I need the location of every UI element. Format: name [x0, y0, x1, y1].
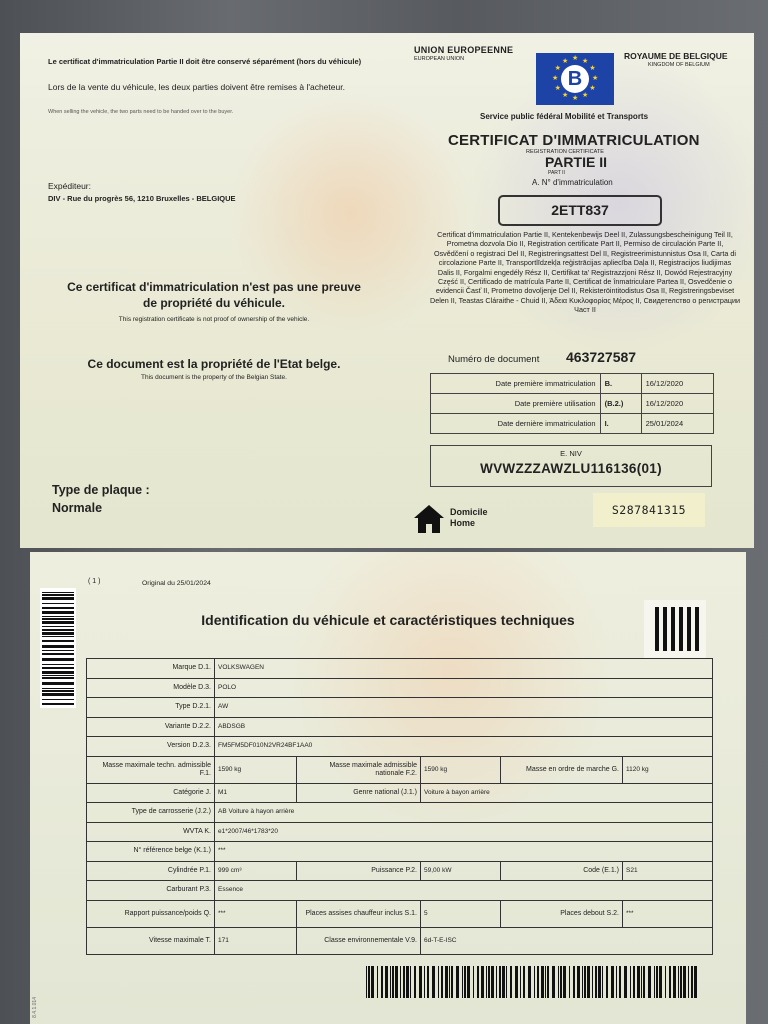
plate-type-label: Type de plaque : [52, 483, 150, 497]
plate-type-value: Normale [52, 501, 103, 515]
registration-number-label: A. N° d'immatriculation [532, 178, 613, 187]
home-text: Home [450, 518, 476, 528]
table-row [431, 394, 714, 414]
part-label-en: PART II [548, 170, 565, 176]
classe-value: 6d-T-E-ISC [421, 927, 713, 954]
eu-star-icon: ★ [552, 75, 559, 82]
rapport-value: *** [215, 900, 297, 927]
date-value: 25/01/2024 [641, 414, 713, 434]
reference-label: N° référence belge (K.1.) [87, 842, 215, 862]
sale-warning-en: When selling the vehicle, the two parts need to be handed over to the buyer. [48, 109, 234, 115]
code-label: Code (E.1.) [501, 861, 623, 881]
masse-nat-label: Masse maximale admissible nationale F.2. [297, 756, 421, 783]
plate-type [52, 481, 150, 517]
vin-number: WVWZZZAWZLU116136(01) [480, 461, 662, 476]
domicile-label [450, 507, 488, 529]
barcode-vertical [40, 588, 76, 708]
not-proof-notice-en: This registration certificate is not proof of ownership of the vehicle. [118, 316, 310, 323]
table-row [87, 900, 713, 927]
wvta-label: WVTA K. [87, 822, 215, 842]
table-row [87, 842, 713, 862]
part-label: PARTIE II [545, 154, 607, 170]
table-row [87, 783, 713, 803]
variante-label: Variante D.2.2. [87, 717, 215, 737]
classe-label: Classe environnementale V.9. [297, 927, 421, 954]
marque-value: VOLKSWAGEN [215, 659, 713, 679]
form-code: 8.4.1.014 [32, 997, 38, 1018]
masse-ordre-label: Masse en ordre de marche G. [501, 756, 623, 783]
vitesse-label: Vitesse maximale T. [87, 927, 215, 954]
certificate-title: CERTIFICAT D'IMMATRICULATION [448, 132, 700, 149]
places-assises-value: 5 [421, 900, 501, 927]
version-value: FM5FM5DF010N2VR24BF1AA0 [215, 737, 713, 757]
vin-box [430, 445, 712, 487]
eu-star-icon: ★ [572, 95, 579, 102]
date-value: 16/12/2020 [641, 374, 713, 394]
table-row [431, 374, 714, 394]
eu-star-icon: ★ [554, 65, 561, 72]
sale-warning: Lors de la vente du véhicule, les deux parties doivent être remises à l'acheteur. [48, 82, 345, 92]
technical-specs-table [86, 658, 713, 955]
copy-code: ( 1 ) [88, 578, 101, 585]
carrosserie-value: AB Voiture à hayon arrière [215, 803, 713, 823]
marque-label: Marque D.1. [87, 659, 215, 679]
table-row [87, 659, 713, 679]
table-row [87, 698, 713, 718]
date-value: 16/12/2020 [641, 394, 713, 414]
sender-address: DIV - Rue du progrès 56, 1210 Bruxelles - BELGIQUE [48, 194, 236, 203]
vitesse-value: 171 [215, 927, 297, 954]
serial-number: S287841315 [593, 493, 705, 527]
document-number-label: Numéro de document [448, 354, 540, 365]
date-label: Date première immatriculation [431, 374, 601, 394]
certificate-title-en: REGISTRATION CERTIFICATE [526, 149, 604, 155]
state-property-notice: Ce document est la propriété de l'Etat belge. [87, 357, 341, 371]
genre-label: Genre national (J.1.) [297, 783, 421, 803]
barcode-horizontal [362, 966, 702, 998]
wvta-value: e1*2007/46*1783*20 [215, 822, 713, 842]
eu-star-icon: ★ [554, 85, 561, 92]
carburant-label: Carburant P.3. [87, 881, 215, 901]
vin-label: E. NIV [560, 449, 582, 458]
places-debout-value: *** [623, 900, 713, 927]
table-row [87, 927, 713, 954]
modele-value: POLO [215, 678, 713, 698]
date-code: B. [600, 374, 641, 394]
modele-label: Modèle D.3. [87, 678, 215, 698]
issuing-service: Service public fédéral Mobilité et Transports [480, 112, 649, 121]
dates-table [430, 373, 714, 434]
eu-label-en: EUROPEAN UNION [414, 56, 465, 62]
table-row [431, 414, 714, 434]
domicile-text: Domicile [450, 507, 488, 517]
date-label: Date dernière immatriculation [431, 414, 601, 434]
home-icon [412, 503, 446, 535]
version-label: Version D.2.3. [87, 737, 215, 757]
multilingual-title: Certificat d'immatriculation Partie II, Kentekenbewijs Deel II, Zulassungsbescheinigung Teil II, Prometna dozvola Dio II, Registration certificate Part II, Permiso de circulación Parte II, Osvědčení o registraci Del II, Registreringsattest Del II, Registreerimistunnistus Osa II, Carta di circolazione Parte II, Transportlīdzekļa reģistrācijas apliecība Daļa II, Registracijos liudijimas Dalis II, Forgalmi engedély Rész II, Certifikat ta' Registrazzjoni Rész II, Dowód Rejestracyjny Część II, Certificado de matrícula Parte II, Certificat de înmatriculare Partea II, Osvedčenie o evidencii Časť II, Prometno dovoljenje Del II, Rekisteröintitodistus Osa II, Registreringsbeviset Delen II, Teastas Cláraithe - Chuid II, Άδεια Κυκλοφορίας Μέρος ΙΙ, Свидетелство о регистрации Част II [430, 230, 740, 315]
kingdom-label-en: KINGDOM OF BELGIUM [648, 62, 710, 68]
masse-tech-value: 1590 kg [215, 756, 297, 783]
keep-separate-warning: Le certificat d'immatriculation Partie II doit être conservé séparément (hors du véhicule) [48, 57, 362, 66]
carburant-value: Essence [215, 881, 713, 901]
certificate-part-top [20, 33, 754, 548]
masse-tech-label: Masse maximale techn. admissible F.1. [87, 756, 215, 783]
variante-value: ABDSGB [215, 717, 713, 737]
puissance-label: Puissance P.2. [297, 861, 421, 881]
qr-code [644, 600, 706, 658]
masse-ordre-value: 1120 kg [623, 756, 713, 783]
eu-flag [536, 53, 614, 105]
eu-star-icon: ★ [562, 92, 569, 100]
date-label: Date première utilisation [431, 394, 601, 414]
eu-star-icon: ★ [572, 55, 579, 62]
registration-number: 2ETT837 [498, 195, 662, 226]
rapport-label: Rapport puissance/poids Q. [87, 900, 215, 927]
eu-star-icon: ★ [589, 65, 596, 72]
table-row [87, 678, 713, 698]
date-code: I. [600, 414, 641, 434]
not-proof-notice: Ce certificat d'immatriculation n'est pas une preuve de propriété du véhicule. [67, 280, 361, 310]
table-row [87, 881, 713, 901]
table-row [87, 737, 713, 757]
carrosserie-label: Type de carrosserie (J.2.) [87, 803, 215, 823]
type-value: AW [215, 698, 713, 718]
code-value: S21 [623, 861, 713, 881]
table-row [87, 822, 713, 842]
cylindree-value: 999 cm³ [215, 861, 297, 881]
date-code: (B.2.) [600, 394, 641, 414]
eu-star-icon: ★ [589, 85, 596, 92]
kingdom-label: ROYAUME DE BELGIQUE [624, 51, 728, 61]
table-row [87, 756, 713, 783]
puissance-value: 59,00 kW [421, 861, 501, 881]
identification-title: Identification du véhicule et caractéristiques techniques [201, 612, 575, 628]
reference-value: *** [215, 842, 713, 862]
eu-star-icon: ★ [582, 92, 589, 100]
type-label: Type D.2.1. [87, 698, 215, 718]
eu-star-icon: ★ [562, 57, 569, 65]
state-property-notice-en: This document is the property of the Belgian State. [141, 374, 287, 381]
country-letter: B [561, 65, 589, 93]
table-row [87, 803, 713, 823]
document-number: 463727587 [566, 349, 637, 365]
places-debout-label: Places debout S.2. [501, 900, 623, 927]
eu-star-icon: ★ [582, 57, 589, 65]
genre-value: Voiture à bayon arrière [421, 783, 713, 803]
categorie-label: Catégorie J. [87, 783, 215, 803]
places-assises-label: Places assises chauffeur inclus S.1. [297, 900, 421, 927]
table-row [87, 861, 713, 881]
categorie-value: M1 [215, 783, 297, 803]
certificate-part-bottom [30, 552, 746, 1024]
eu-star-icon: ★ [592, 75, 599, 82]
original-date: Original du 25/01/2024 [142, 580, 211, 587]
eu-label: UNION EUROPEENNE [414, 45, 514, 55]
sender-label: Expéditeur: [48, 181, 91, 191]
table-row [87, 717, 713, 737]
cylindree-label: Cylindrée P.1. [87, 861, 215, 881]
masse-nat-value: 1590 kg [421, 756, 501, 783]
